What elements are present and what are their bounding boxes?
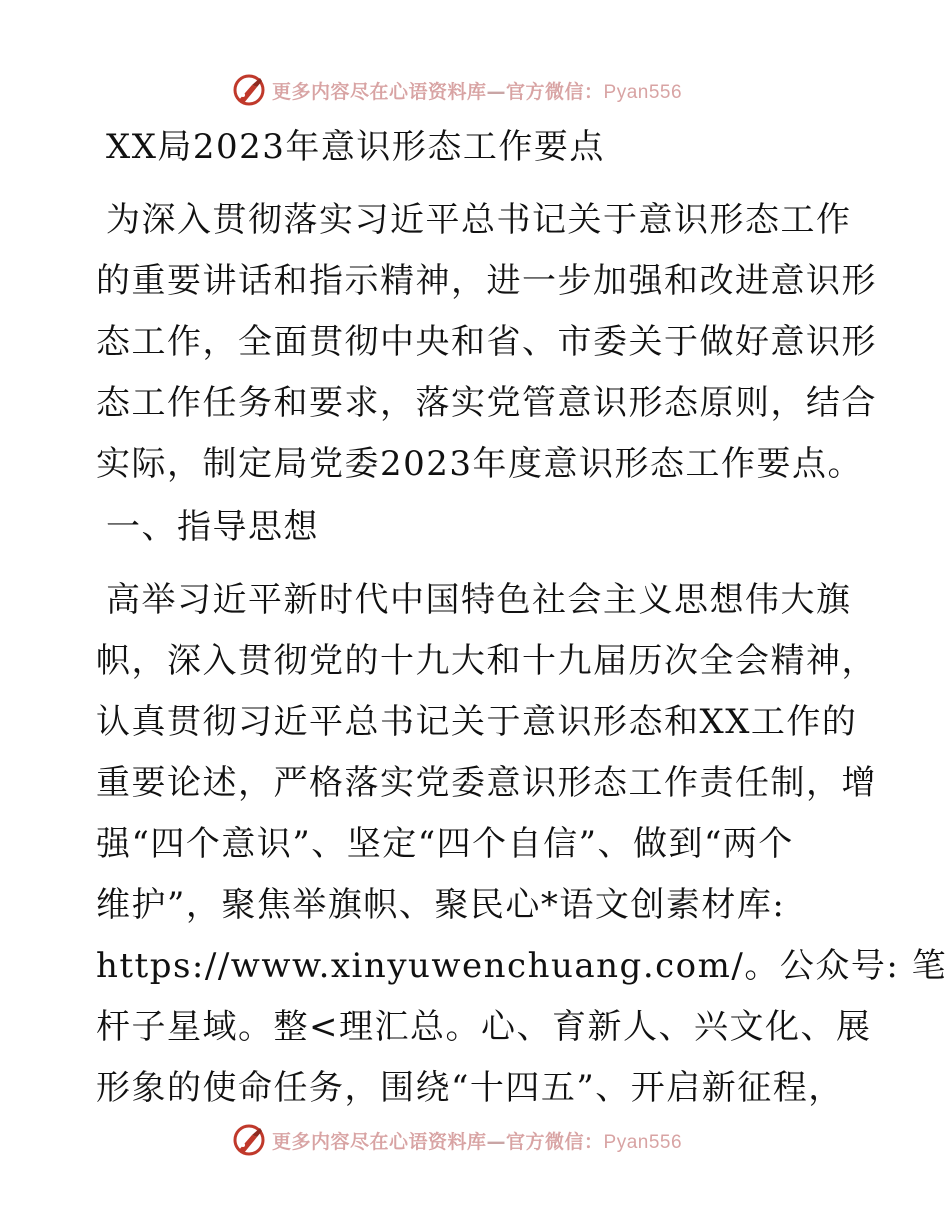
watermark-official-label: 官方微信： (506, 1130, 604, 1153)
watermark-brand: 更多内容尽在心语资料库 (272, 80, 487, 103)
paragraph-line: 态工作，全面贯彻中央和省、市委关于做好意识形 (96, 322, 877, 362)
paragraph-line: 的重要讲话和指示精神，进一步加强和改进意识形 (96, 261, 877, 301)
paragraph-line: 态工作任务和要求，落实党管意识形态原则，结合 (96, 383, 877, 423)
pen-logo-icon (232, 1123, 266, 1157)
guiding-ideology-paragraph (96, 570, 948, 1119)
intro-paragraph (96, 190, 877, 495)
watermark-separator: — (486, 1130, 507, 1153)
paragraph-line: 高举习近平新时代中国特色社会主义思想伟大旗 (106, 580, 852, 620)
watermark-official-label: 官方微信： (506, 80, 604, 103)
paragraph-line: 形象的使命任务，围绕“十四五”、开启新征程， (96, 1068, 844, 1108)
watermark-separator: — (486, 80, 507, 103)
paragraph-line: 重要论述，严格落实党委意识形态工作责任制，增 (96, 763, 877, 803)
pen-logo-icon (232, 73, 266, 107)
paragraph-line: 实际，制定局党委2023年度意识形态工作要点。 (96, 444, 864, 484)
paragraph-line: 杆子星域。整<理汇总。心、育新人、兴文化、展 (96, 1007, 872, 1047)
watermark-wechat-id: Pyan556 (603, 81, 683, 103)
footer-watermark (232, 1122, 682, 1158)
paragraph-line: 认真贯彻习近平总书记关于意识形态和XX工作的 (96, 702, 858, 742)
paragraph-line: 维护”，聚焦举旗帜、聚民心*语文创素材库: (96, 885, 786, 925)
watermark-brand: 更多内容尽在心语资料库 (272, 1130, 487, 1153)
paragraph-line: 为深入贯彻落实习近平总书记关于意识形态工作 (106, 200, 852, 240)
header-watermark (232, 72, 682, 108)
section-heading-guiding-ideology: 一、指导思想 (106, 507, 319, 547)
paragraph-line: https://www.xinyuwenchuang.com/。公众号: 笔 (96, 946, 948, 986)
paragraph-line: 帜，深入贯彻党的十九大和十九届历次全会精神， (96, 641, 877, 681)
watermark-wechat-id: Pyan556 (603, 1131, 683, 1153)
document-title: XX局2023年意识形态工作要点 (106, 127, 605, 167)
paragraph-line: 强“四个意识”、坚定“四个自信”、做到“两个 (96, 824, 794, 864)
